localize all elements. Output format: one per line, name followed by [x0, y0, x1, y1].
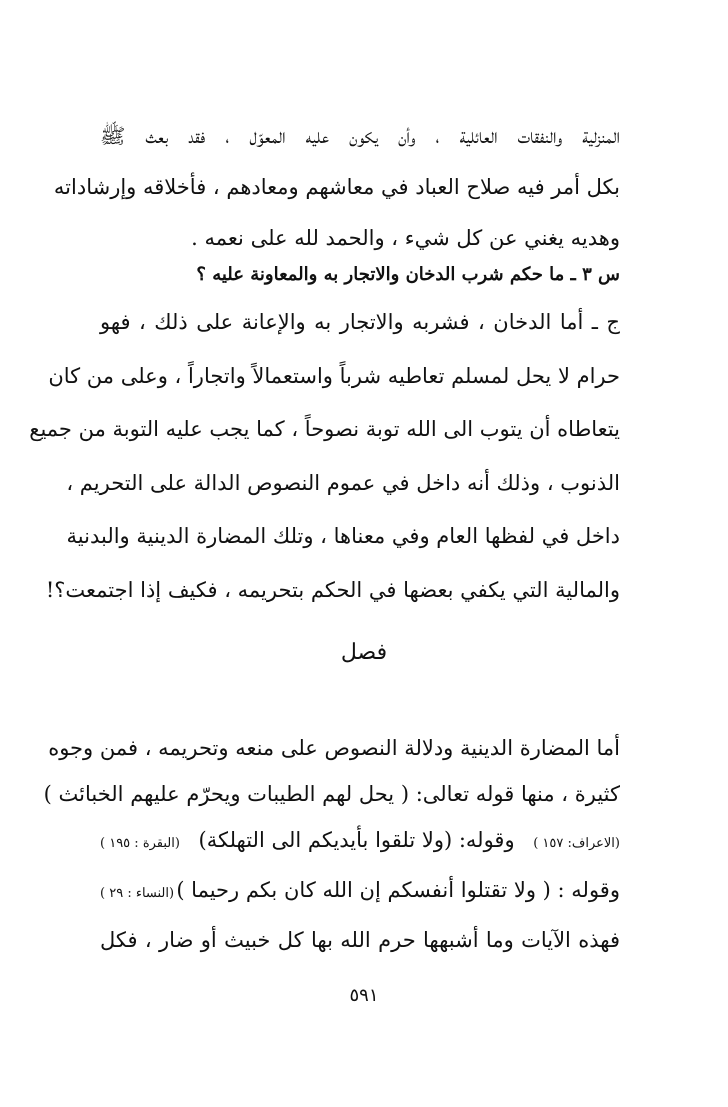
question-heading: س ٣ ـ ما حكم شرب الدخان والاتجار به والمعاونة عليه ؟ [196, 264, 620, 285]
paragraph-1-line: وهديه يغني عن كل شيء ، والحمد لله على نعمه . [191, 226, 620, 250]
answer-line: الذنوب ، وذلك أنه داخل في عموم النصوص الدالة على التحريم ، [66, 470, 620, 495]
paragraph-1-line: المنزلية والنفقات العائلية ، وأن يكون عليه المعوّل ، فقد بعث ﷺ [100, 124, 620, 148]
section-line-citation [100, 867, 620, 917]
section-line: كثيرة ، منها قوله تعالى: ( يحل لهم الطيبات ويحرّم عليهم الخبائث ) [43, 782, 620, 806]
paragraph-1-line: بكل أمر فيه صلاح العباد في معاشهم ومعادهم ، فأخلاقه وإرشاداته [53, 175, 620, 199]
section-paragraph [43, 725, 620, 963]
verse-reference: (البقرة : ١٩٥ ) [100, 836, 180, 851]
page-number: ٥٩١ [349, 985, 379, 1006]
section-heading: فصل [340, 640, 388, 665]
verse-text: وقوله : ( ولا تقتلوا أنفسكم إن الله كان بكم رحيما ) [176, 878, 620, 902]
answer-line: والمالية التي يكفي بعضها في الحكم بتحريمه ، فكيف إذا اجتمعت؟! [45, 577, 620, 602]
answer-paragraph [29, 296, 620, 617]
section-line: فهذه الآيات وما أشبهها حرم الله بها كل خبيث أو ضار ، فكل [100, 928, 620, 952]
answer-line: ج ـ أما الدخان ، فشربه والاتجار به والإعانة على ذلك ، فهو [100, 310, 620, 334]
section-line-citation [100, 817, 620, 867]
answer-line: حرام لا يحل لمسلم تعاطيه شرباً واستعمالاً واتجاراً ، وعلى من كان [48, 363, 620, 388]
verse-text: وقوله: (ولا تلقوا بأيديكم الى التهلكة) [198, 828, 515, 852]
verse-reference: (الاعراف: ١٥٧ ) [533, 836, 620, 851]
answer-line: يتعاطاه أن يتوب الى الله توبة نصوحاً ، كما يجب عليه التوبة من جميع [29, 417, 620, 441]
section-line: أما المضارة الدينية ودلالة النصوص على منعه وتحريمه ، فمن وجوه [48, 736, 620, 760]
verse-reference: (النساء : ٢٩ ) [100, 886, 175, 901]
paragraph-1 [53, 111, 620, 264]
answer-line: داخل في لفظها العام وفي معناها ، وتلك المضارة الدينية والبدنية [66, 524, 620, 548]
